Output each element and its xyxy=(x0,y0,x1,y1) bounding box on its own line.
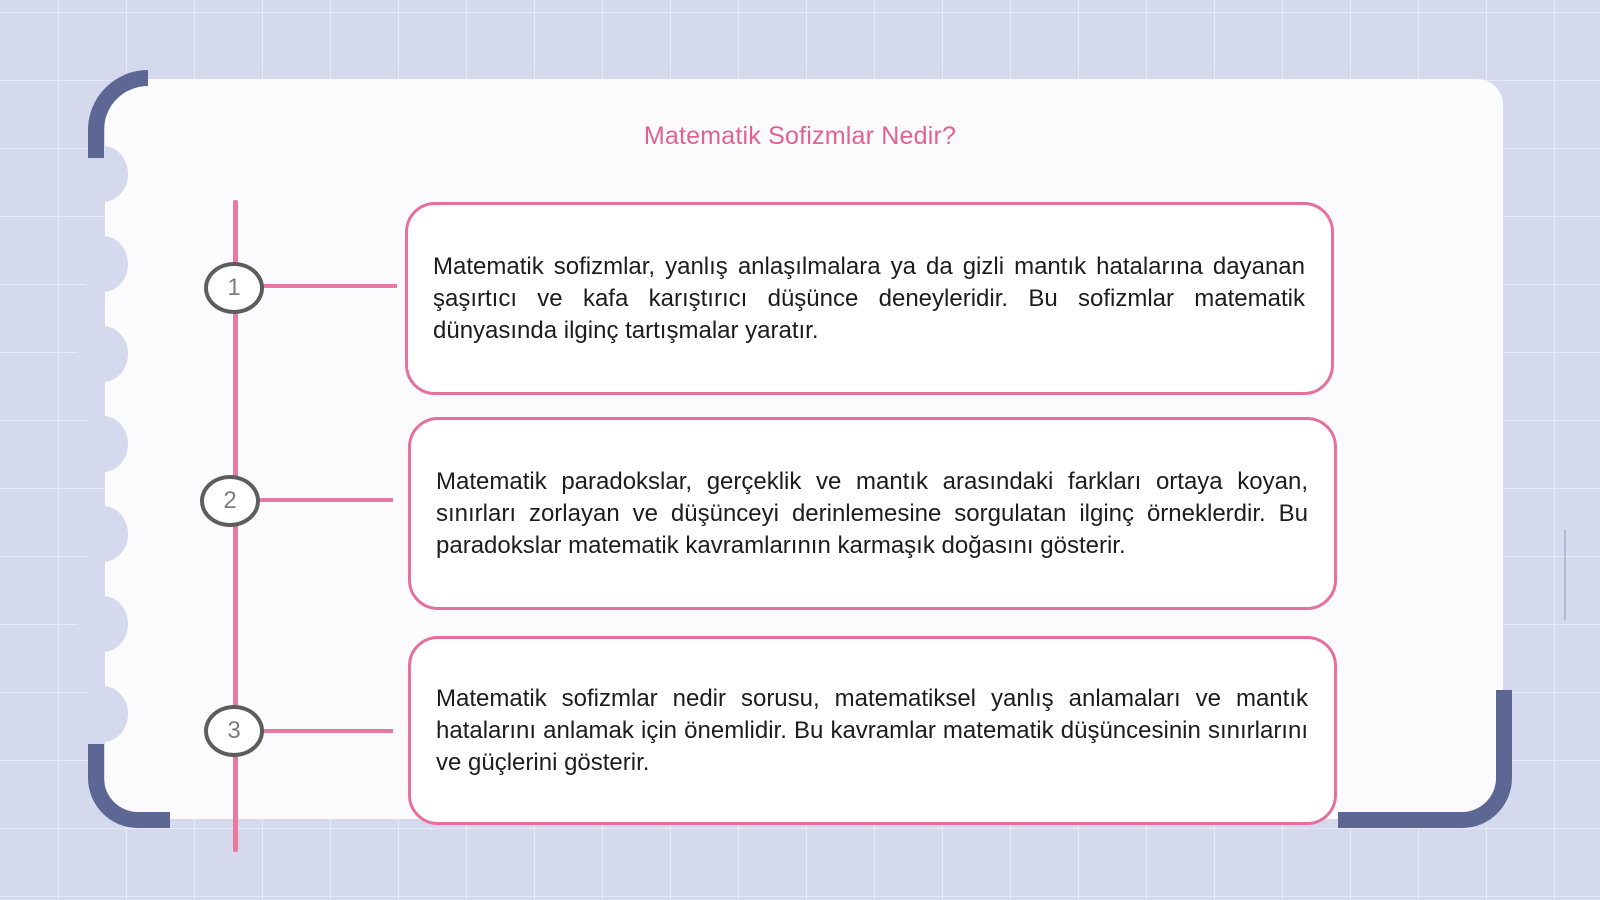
grid-line-accent xyxy=(1564,530,1566,620)
scallop-notch xyxy=(78,236,128,292)
step-number: 3 xyxy=(227,717,241,744)
corner-bracket-bottom-left xyxy=(88,744,170,828)
step-number-circle-3 xyxy=(204,705,264,757)
scallop-notch xyxy=(78,686,128,742)
corner-bracket-bottom-right xyxy=(1338,690,1512,828)
timeline-connector-2 xyxy=(258,498,393,502)
content-box-3 xyxy=(408,636,1337,825)
scallop-notch xyxy=(78,596,128,652)
corner-bracket-top-left xyxy=(88,70,148,158)
content-text-1: Matematik sofizmlar, yanlış anlaşılmalara ya da gizli mantık hatalarına dayanan şaşırtıcı ve kafa karıştırıcı düşünce deneyleridir. Bu sofizmlar matematik dünyasında ilginç tartışmalar yaratır. xyxy=(433,252,1305,344)
slide-title: Matematik Sofizmlar Nedir? xyxy=(643,122,957,150)
timeline-connector-3 xyxy=(262,729,393,733)
step-number: 2 xyxy=(223,487,237,514)
scallop-notch xyxy=(78,326,128,382)
step-number-circle-2 xyxy=(200,475,260,527)
scallop-notch xyxy=(78,416,128,472)
step-number: 1 xyxy=(227,274,241,301)
content-text-3: Matematik sofizmlar nedir sorusu, matematiksel yanlış anlamaları ve mantık hatalarını anlamak için önemlidir. Bu kavramlar matematik düşüncesinin sınırlarını ve güçlerini gösterir. xyxy=(436,684,1308,776)
step-number-circle-1 xyxy=(204,262,264,314)
scallop-notch xyxy=(78,506,128,562)
notebook-scallop-edge xyxy=(78,140,128,760)
content-box-1 xyxy=(405,202,1334,395)
timeline-connector-1 xyxy=(262,284,397,288)
content-box-2 xyxy=(408,417,1337,610)
content-text-2: Matematik paradokslar, gerçeklik ve mantık arasındaki farkları ortaya koyan, sınırları zorlayan ve düşünceyi derinlemesine sorgulatan ilginç örneklerdir. Bu paradokslar matematik kavramlarının karmaşık doğasını gösterir. xyxy=(436,467,1308,559)
